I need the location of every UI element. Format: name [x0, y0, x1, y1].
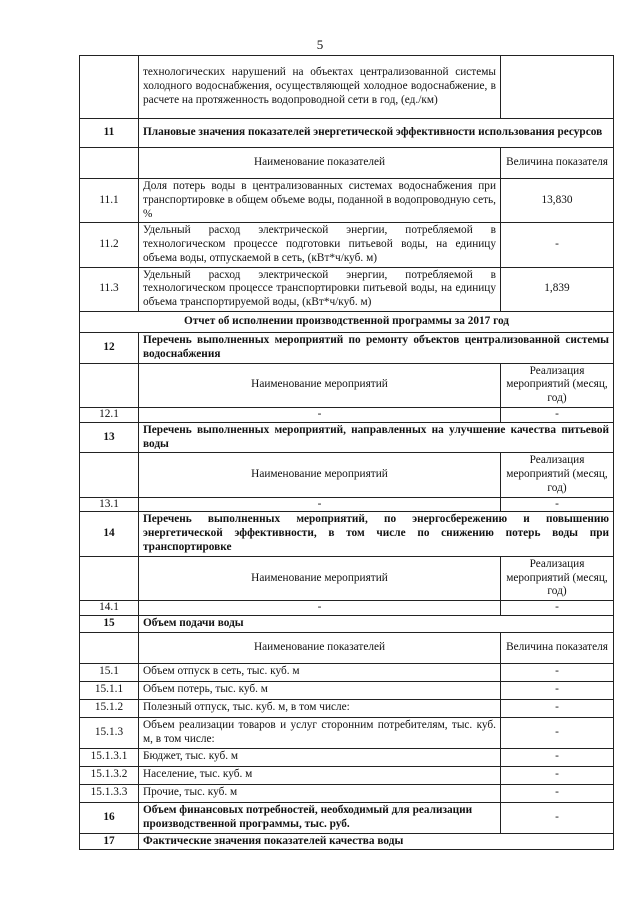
report-title-row: [80, 312, 614, 333]
table-row: [80, 223, 614, 267]
row-text: -: [139, 601, 501, 616]
column-header-row: [80, 453, 614, 497]
report-title: Отчет об исполнении производственной программы за 2017 год: [80, 312, 614, 333]
section-title: Фактические значения показателей качества воды: [139, 833, 614, 850]
row-value: 13,830: [501, 179, 614, 223]
table-row: [80, 267, 614, 311]
row-value: -: [501, 663, 614, 681]
row-number: 13.1: [80, 497, 139, 512]
row-number: [80, 56, 139, 119]
column-header-row: [80, 632, 614, 663]
row-number: 15.1.3: [80, 717, 139, 748]
page-number: 5: [316, 37, 324, 52]
column-header-name: Наименование мероприятий: [139, 453, 501, 497]
row-number: 11.1: [80, 179, 139, 223]
row-text: Полезный отпуск, тыс. куб. м, в том числе:: [139, 699, 501, 717]
table-row: [80, 748, 614, 766]
section-number: 12: [80, 333, 139, 364]
column-header-row: [80, 556, 614, 600]
row-value: -: [501, 681, 614, 699]
column-header-name: Наименование показателей: [139, 148, 501, 179]
row-value: -: [501, 497, 614, 512]
row-value: -: [501, 766, 614, 784]
row-text: Удельный расход электрической энергии, потребляемой в технологическом процессе транспортировки питьевой воды, на единицу объема транспортируемой воды, (кВт*ч/куб. м): [139, 267, 501, 311]
row-text: Объем потерь, тыс. куб. м: [139, 681, 501, 699]
row-number: 11.3: [80, 267, 139, 311]
section-header-16: [80, 802, 614, 833]
table-row: [80, 699, 614, 717]
row-number: 15.1.2: [80, 699, 139, 717]
section-number: 14: [80, 512, 139, 556]
row-text: -: [139, 497, 501, 512]
table-row: [80, 179, 614, 223]
row-number: 15.1.3.1: [80, 748, 139, 766]
row-text: -: [139, 407, 501, 422]
row-value: -: [501, 748, 614, 766]
section-title: Перечень выполненных мероприятий, по энергосбережению и повышению энергетической эффективности, в том числе по снижению потерь воды при транспортировке: [139, 512, 614, 556]
row-number: 12.1: [80, 407, 139, 422]
row-value: -: [501, 407, 614, 422]
section-number: 15: [80, 615, 139, 632]
section-title: Объем подачи воды: [139, 615, 614, 632]
column-header-value: Реализация мероприятий (месяц, год): [501, 363, 614, 407]
section-number: 11: [80, 119, 139, 148]
column-header-name: Наименование мероприятий: [139, 556, 501, 600]
column-header-value: Величина показателя: [501, 148, 614, 179]
row-number: 11.2: [80, 223, 139, 267]
section-header-11: [80, 119, 614, 148]
column-header-value: Реализация мероприятий (месяц, год): [501, 453, 614, 497]
row-value: -: [501, 717, 614, 748]
section-header-15: [80, 615, 614, 632]
row-value: -: [501, 802, 614, 833]
section-header-14: [80, 512, 614, 556]
column-header-value: Величина показателя: [501, 632, 614, 663]
table-row: [80, 784, 614, 802]
section-title: Плановые значения показателей энергетической эффективности использования ресурсов: [139, 119, 614, 148]
section-title: Перечень выполненных мероприятий по ремонту объектов централизованной системы водоснабжения: [139, 333, 614, 364]
row-text: Объем реализации товаров и услуг сторонним потребителям, тыс. куб. м, в том числе:: [139, 717, 501, 748]
column-header-value: Реализация мероприятий (месяц, год): [501, 556, 614, 600]
row-value: -: [501, 784, 614, 802]
section-number: 13: [80, 422, 139, 453]
row-number: 14.1: [80, 601, 139, 616]
table-row: [80, 601, 614, 616]
section-header-12: [80, 333, 614, 364]
table-row: [80, 766, 614, 784]
row-text: технологических нарушений на объектах централизованной системы холодного водоснабжения, осуществляющей холодное водоснабжение, в расчете на протяженность водопроводной сети в год, (ед./км): [139, 56, 501, 119]
row-text: Бюджет, тыс. куб. м: [139, 748, 501, 766]
indicators-table: [79, 55, 614, 850]
section-header-17: [80, 833, 614, 850]
row-number: 15.1.1: [80, 681, 139, 699]
column-header-name: Наименование мероприятий: [139, 363, 501, 407]
row-text: Объем отпуск в сеть, тыс. куб. м: [139, 663, 501, 681]
row-number: 15.1.3.2: [80, 766, 139, 784]
row-value: 1,839: [501, 267, 614, 311]
table-row: [80, 407, 614, 422]
table-row: [80, 717, 614, 748]
section-number: 17: [80, 833, 139, 850]
table-row: [80, 681, 614, 699]
table-row: [80, 497, 614, 512]
column-header-name: Наименование показателей: [139, 632, 501, 663]
row-number: 15.1: [80, 663, 139, 681]
column-header-row: [80, 148, 614, 179]
column-header-row: [80, 363, 614, 407]
row-value: -: [501, 223, 614, 267]
section-number: 16: [80, 802, 139, 833]
row-text: Прочие, тыс. куб. м: [139, 784, 501, 802]
row-text: Доля потерь воды в централизованных системах водоснабжения при транспортировке в общем объеме воды, поданной в водопроводную сеть, %: [139, 179, 501, 223]
table-row: [80, 663, 614, 681]
row-value: -: [501, 699, 614, 717]
row-text: Население, тыс. куб. м: [139, 766, 501, 784]
table-row: [80, 56, 614, 119]
row-value: [501, 56, 614, 119]
section-title: Перечень выполненных мероприятий, направленных на улучшение качества питьевой воды: [139, 422, 614, 453]
section-title: Объем финансовых потребностей, необходимый для реализации производственной программы, тыс. руб.: [139, 802, 501, 833]
section-header-13: [80, 422, 614, 453]
row-value: -: [501, 601, 614, 616]
row-number: 15.1.3.3: [80, 784, 139, 802]
row-text: Удельный расход электрической энергии, потребляемой в технологическом процессе подготовки питьевой воды, на единицу объема воды, отпускаемой в сеть, (кВт*ч/куб. м): [139, 223, 501, 267]
